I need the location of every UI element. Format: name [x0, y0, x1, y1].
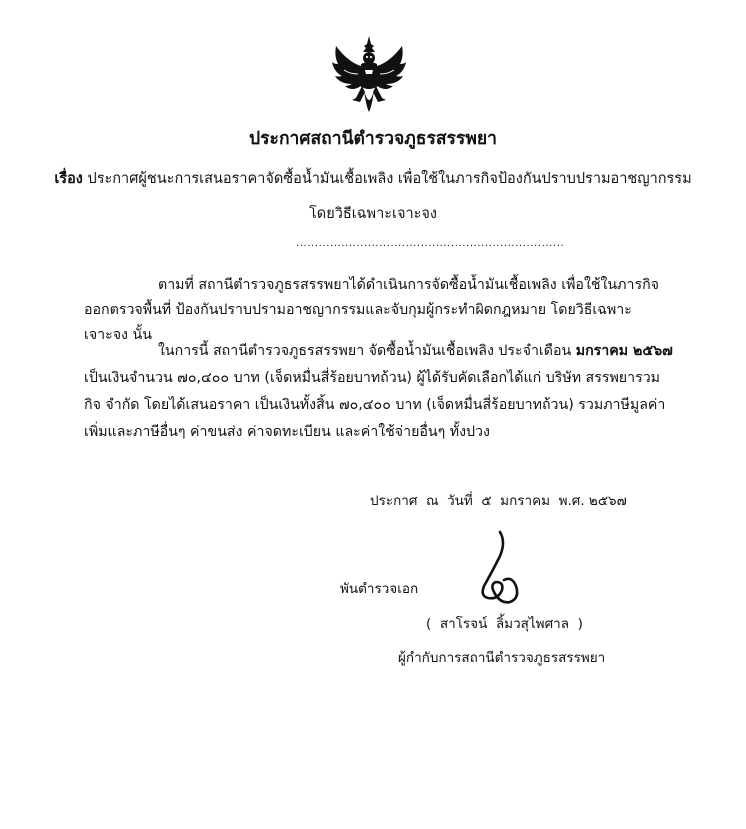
- procurement-method: โดยวิธีเฉพาะเจาะจง: [309, 206, 437, 222]
- subject-label: เรื่อง: [54, 171, 83, 187]
- paragraph-award: [84, 338, 674, 446]
- garuda-emblem-icon: [330, 34, 408, 114]
- document-title: ประกาศสถานีตำรวจภูธรสรรพยา: [249, 129, 497, 149]
- signer-rank: พันตำรวจเอก: [340, 581, 419, 597]
- subject-text: ประกาศผู้ชนะการเสนอราคาจัดซื้อน้ำมันเชื้อเพลิง เพื่อใช้ในภารกิจป้องกันปราบปรามอาชญากรรม: [82, 171, 692, 187]
- paragraph-background: [84, 273, 674, 348]
- subject-line: [0, 167, 746, 190]
- handwritten-signature: [470, 528, 532, 610]
- paragraph-background-text: ตามที่ สถานีตำรวจภูธรสรรพยาได้ดำเนินการจัดซื้อน้ำมันเชื้อเพลิง เพื่อใช้ในภารกิจออกตรวจพื้นที่ ป้องกันปราบปรามอาชญากรรมและจับกุมผู้กระทำผิดกฎหมาย โดยวิธีเฉพาะเจาะจง นั้น: [84, 277, 659, 343]
- signer-name: ( สาโรจน์ ลิ้มวสุไพศาล ): [426, 616, 583, 632]
- paragraph-award-month: มกราคม ๒๕๖๗: [575, 343, 673, 359]
- dotted-divider: .......................................................................: [296, 238, 565, 249]
- announcement-date: ประกาศ ณ วันที่ ๕ มกราคม พ.ศ. ๒๕๖๗: [370, 493, 627, 509]
- signer-position: ผู้กำกับการสถานีตำรวจภูธรสรรพยา: [398, 650, 606, 666]
- paragraph-award-text-1: ในการนี้ สถานีตำรวจภูธรสรรพยา จัดซื้อน้ำมันเชื้อเพลิง ประจำเดือน: [158, 343, 576, 359]
- paragraph-award-text-2: เป็นเงินจำนวน ๗๐,๔๐๐ บาท (เจ็ดหมื่นสี่ร้อยบาทถ้วน) ผู้ได้รับคัดเลือกได้แก่ บริษัท สรรพยารวมกิจ จำกัด โดยได้เสนอราคา เป็นเงินทั้งสิ้น ๗๐,๔๐๐ บาท (เจ็ดหมื่นสี่ร้อยบาทถ้วน) รวมภาษีมูลค่าเพิ่มและภาษีอื่นๆ ค่าขนส่ง ค่าจดทะเบียน และค่าใช้จ่ายอื่นๆ ทั้งปวง: [84, 370, 666, 440]
